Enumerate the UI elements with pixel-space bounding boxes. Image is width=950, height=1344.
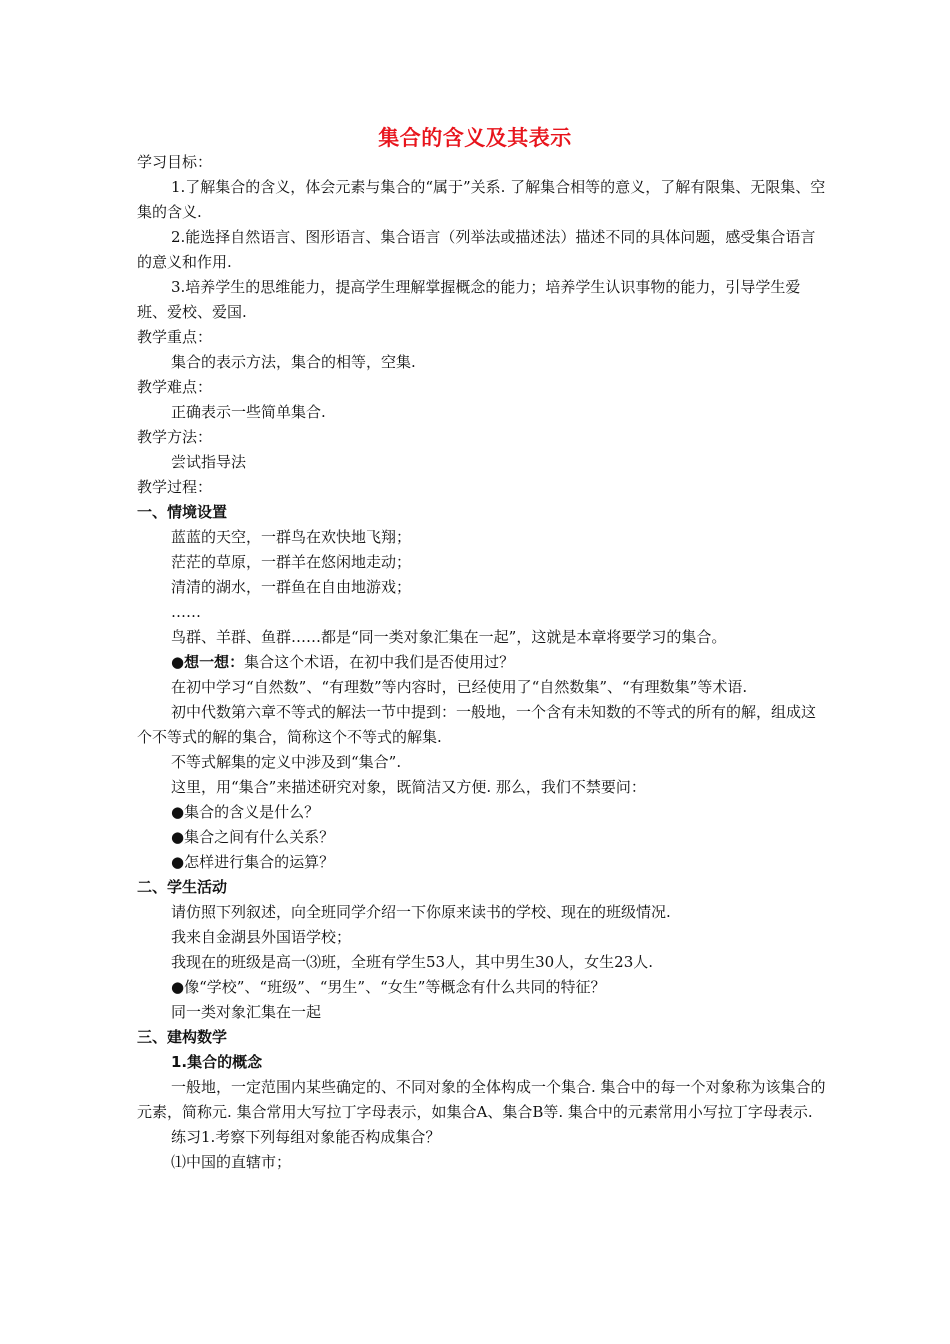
bullet-icon: ● <box>171 803 185 821</box>
section1-line-1: 蓝蓝的天空，一群鸟在欢快地飞翔； <box>171 528 412 546</box>
section2-heading: 二、学生活动 <box>137 878 228 896</box>
method-heading: 教学方法： <box>137 428 213 446</box>
section3-subheading: 1.集合的概念 <box>171 1053 263 1071</box>
section2-line-1: 请仿照下列叙述，向全班同学介绍一下你原来读书的学校、现在的班级情况. <box>171 903 671 921</box>
section1-heading: 一、情境设置 <box>137 503 228 521</box>
bullet-icon: ● <box>171 828 185 846</box>
learning-goal-3: 3.培养学生的思维能力，提高学生理解掌握概念的能力；培养学生认识事物的能力，引导学生爱班、爱校、爱国. <box>137 278 801 321</box>
think-label: 想一想： <box>184 653 245 671</box>
question-item <box>137 825 827 850</box>
question-text: 怎样进行集合的运算？ <box>184 853 335 871</box>
page-title: 集合的含义及其表示 <box>378 126 572 150</box>
bullet-icon: ● <box>171 653 185 671</box>
learning-goal-1: 1.了解集合的含义，体会元素与集合的“属于”关系. 了解集合相等的意义，了解有限集、无限集、空集的含义. <box>137 178 826 221</box>
question-item <box>137 850 827 875</box>
section1-para-2: 初中代数第六章不等式的解法一节中提到：一般地，一个含有未知数的不等式的所有的解，组成这个不等式的解的集合，简称这个不等式的解集. <box>137 703 817 746</box>
question-text: 集合之间有什么关系？ <box>184 828 335 846</box>
bullet-icon: ● <box>171 853 185 871</box>
section2-line-3: 我现在的班级是高一⑶班，全班有学生53人，其中男生30人，女生23人. <box>171 953 654 971</box>
section1-line-3: 清清的湖水，一群鱼在自由地游戏； <box>171 578 412 596</box>
section1-line-5: 鸟群、羊群、鱼群……都是“同一类对象汇集在一起”，这就是本章将要学习的集合。 <box>171 628 727 646</box>
section3-heading: 三、建构数学 <box>137 1028 228 1046</box>
section2-answer: 同一类对象汇集在一起 <box>171 1003 322 1021</box>
exercise-1-item-1: ⑴中国的直辖市； <box>171 1153 292 1171</box>
difficulties-text: 正确表示一些简单集合. <box>171 403 326 421</box>
section1-para-1: 在初中学习“自然数”、“有理数”等内容时，已经使用了“自然数集”、“有理数集”等术语. <box>171 678 748 696</box>
learning-goals-heading: 学习目标： <box>137 153 213 171</box>
learning-goal-2: 2.能选择自然语言、图形语言、集合语言（列举法或描述法）描述不同的具体问题，感受集合语言的意义和作用. <box>137 228 816 271</box>
question-text: 像“学校”、“班级”、“男生”、“女生”等概念有什么共同的特征？ <box>184 978 606 996</box>
question-text: 集合的含义是什么？ <box>184 803 320 821</box>
key-points-heading: 教学重点： <box>137 328 213 346</box>
section3-para: 一般地，一定范围内某些确定的、不同对象的全体构成一个集合. 集合中的每一个对象称为该集合的元素，简称元. 集合常用大写拉丁字母表示，如集合A、集合B等. 集合中的元素常用小写拉丁字母表示. <box>137 1078 826 1121</box>
difficulties-heading: 教学难点： <box>137 378 213 396</box>
process-heading: 教学过程： <box>137 478 213 496</box>
think-paragraph <box>137 650 827 675</box>
document-body <box>137 150 827 1175</box>
exercise-1: 练习1.考察下列每组对象能否构成集合？ <box>171 1128 441 1146</box>
method-text: 尝试指导法 <box>171 453 247 471</box>
question-item <box>137 800 827 825</box>
section1-para-3: 不等式解集的定义中涉及到“集合”. <box>171 753 402 771</box>
think-text: 集合这个术语，在初中我们是否使用过？ <box>244 653 515 671</box>
section2-question <box>137 975 827 1000</box>
bullet-icon: ● <box>171 978 185 996</box>
key-points-text: 集合的表示方法，集合的相等，空集. <box>171 353 416 371</box>
section1-line-2: 茫茫的草原，一群羊在悠闲地走动； <box>171 553 412 571</box>
section1-para-4: 这里，用“集合”来描述研究对象，既简洁又方便. 那么，我们不禁要问： <box>171 778 646 796</box>
section2-line-2: 我来自金湖县外国语学校； <box>171 928 352 946</box>
section1-line-4: …… <box>171 603 201 621</box>
